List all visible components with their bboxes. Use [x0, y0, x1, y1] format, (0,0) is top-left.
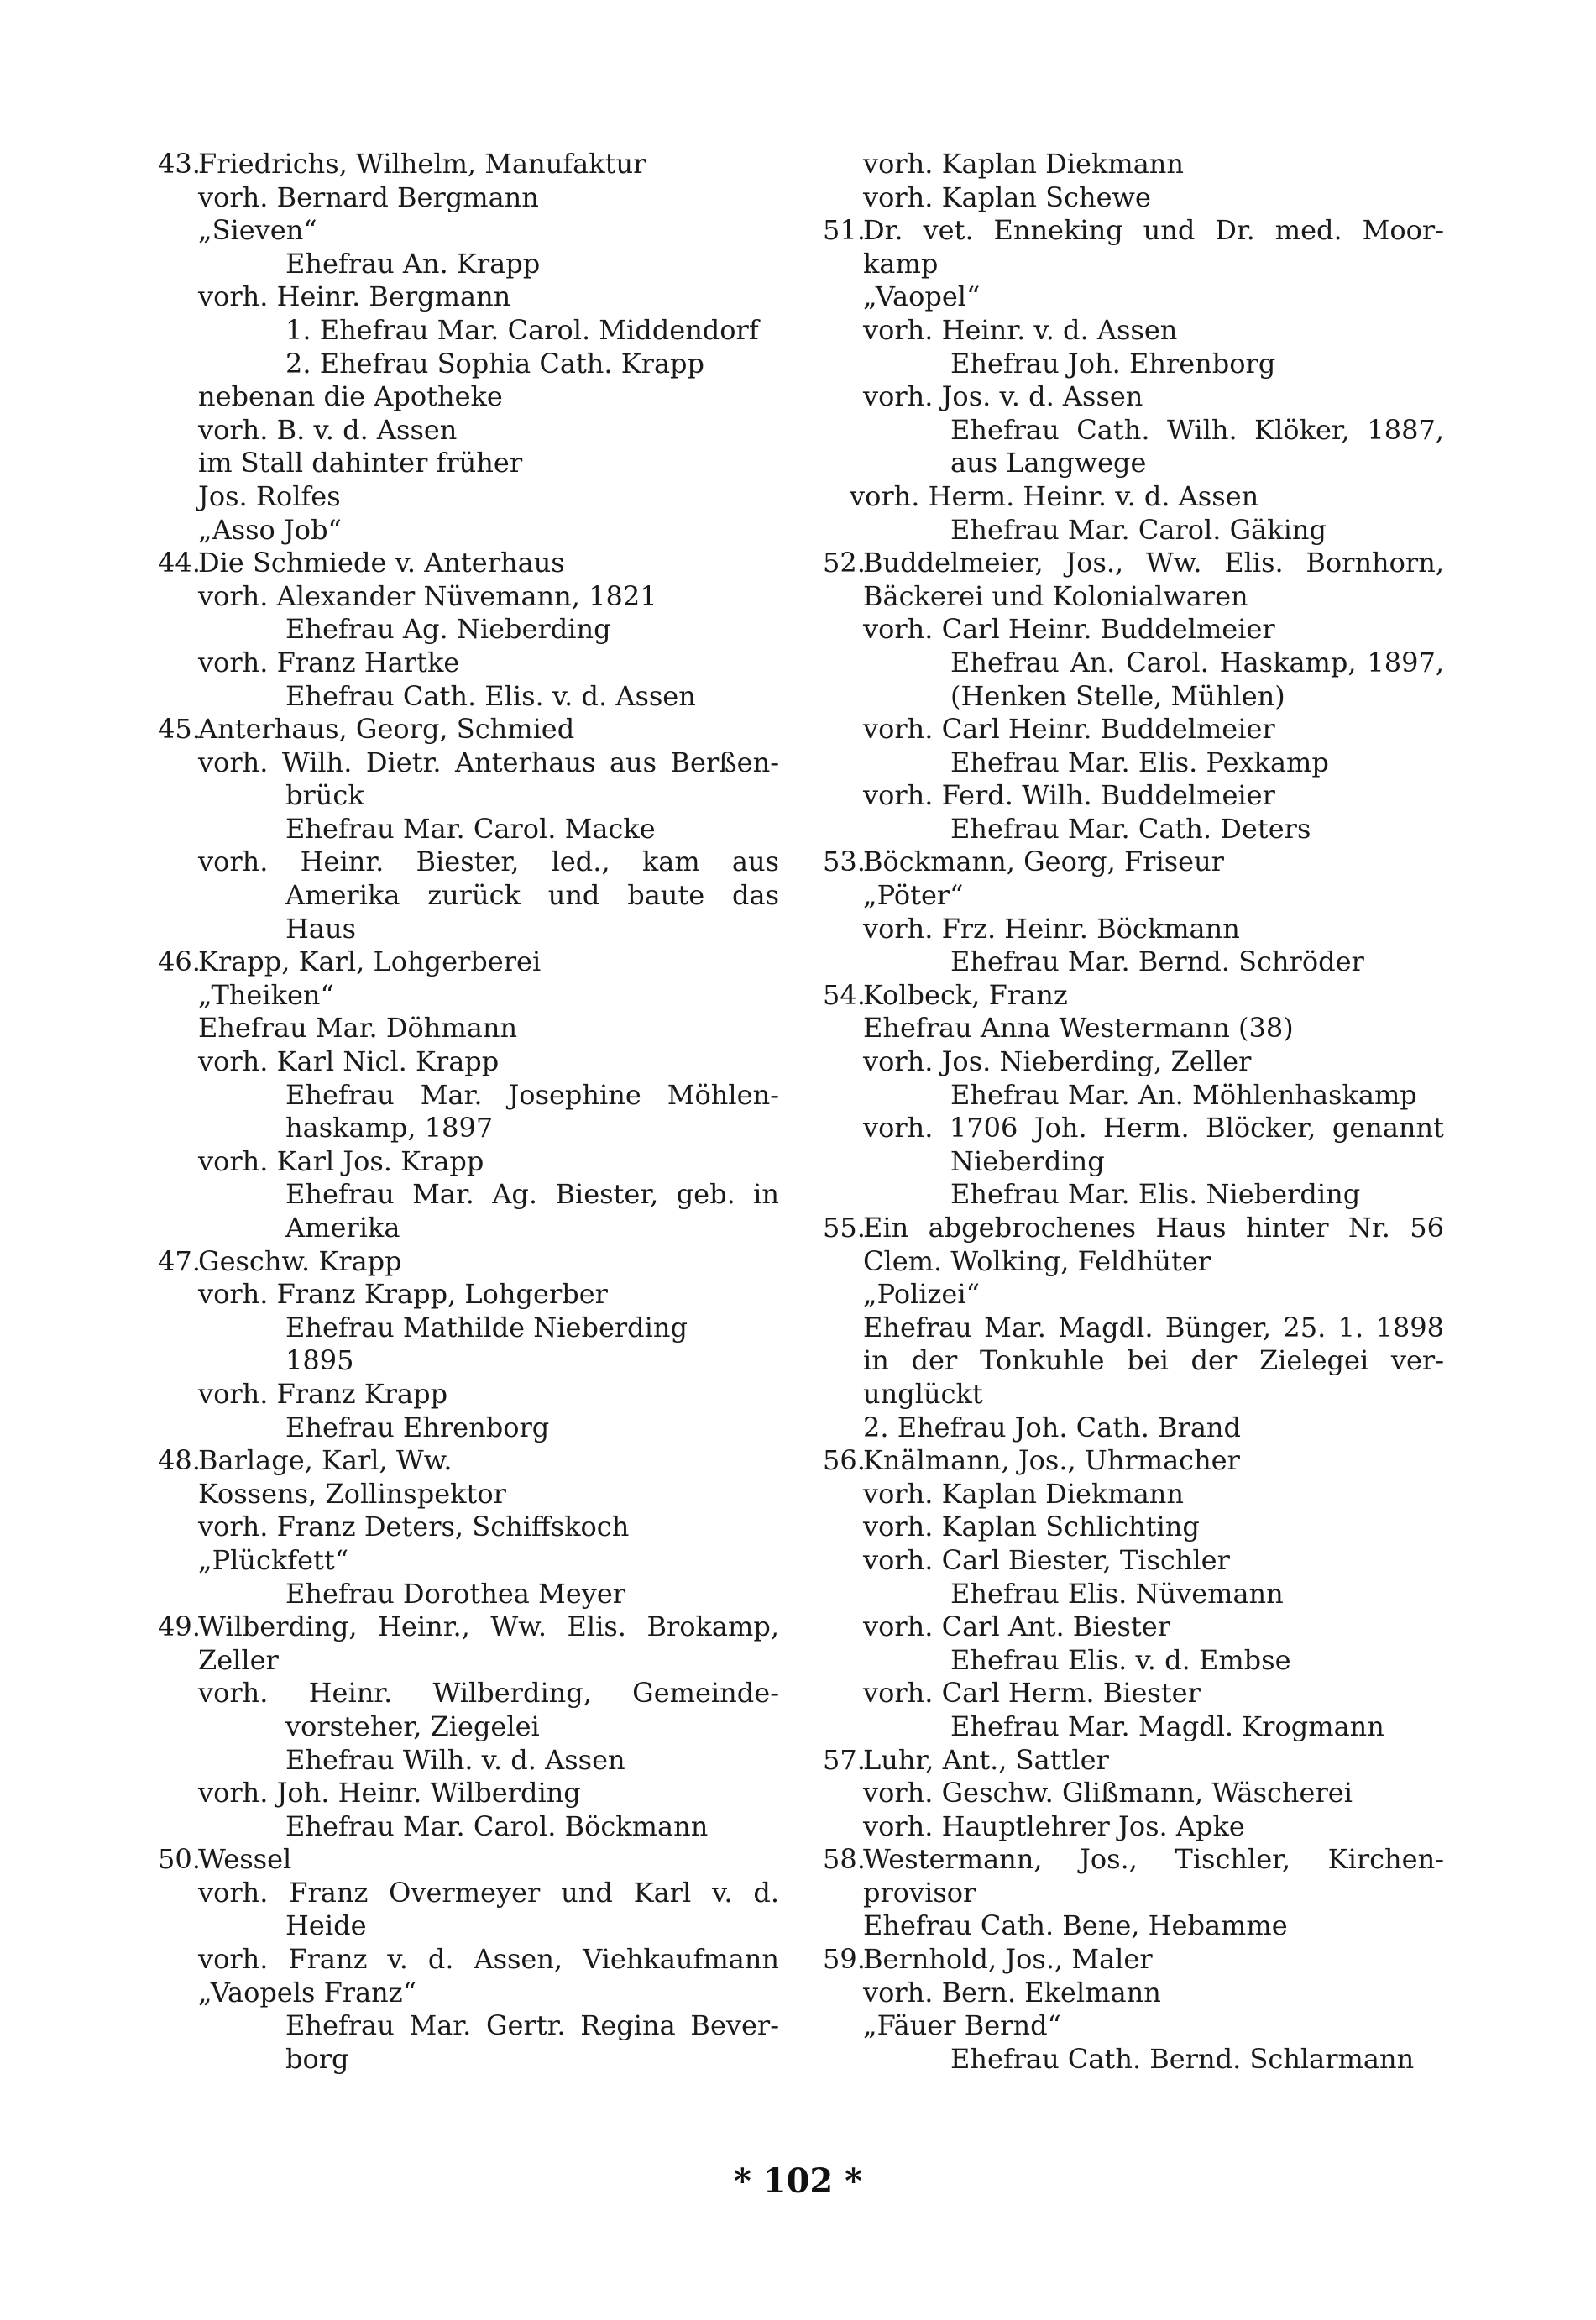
entry-number: 57. — [823, 1743, 866, 1776]
entry-text: vorh. Karl Jos. Krapp — [198, 1144, 484, 1177]
entry-line — [823, 181, 1444, 215]
entry-text: vorh. Franz Krapp — [198, 1377, 448, 1410]
entry-line — [823, 514, 1444, 547]
entry-line — [823, 1112, 1444, 1145]
entry-heading — [823, 547, 1444, 580]
entry-text: Ehefrau Mar. Carol. Böckmann — [285, 1809, 709, 1842]
entry-heading — [158, 945, 779, 979]
entry-line — [158, 1744, 779, 1778]
entry-line — [158, 1578, 779, 1611]
entry-text: vorh. Heinr. Wilberding, Gemeinde- — [198, 1677, 779, 1710]
entry-line — [823, 1777, 1444, 1810]
entry-text: vorh. Franz Krapp, Lohgerber — [198, 1278, 608, 1311]
entry-text: im Stall dahinter früher — [198, 447, 523, 479]
entry-line — [823, 414, 1444, 448]
entry-text: Ehefrau An. Krapp — [285, 247, 541, 280]
entry-number: 50. — [158, 1843, 201, 1876]
entry-text: vorh. Carl Herm. Biester — [863, 1677, 1201, 1710]
entry-text: vorh. Geschw. Glißmann, Wäscherei — [863, 1777, 1353, 1809]
entry-text: Ehefrau Dorothea Meyer — [285, 1577, 626, 1610]
entry-text: „Sieven“ — [198, 214, 317, 247]
entry-line — [158, 1344, 779, 1378]
entry-line — [823, 1245, 1444, 1279]
entry-line — [158, 1112, 779, 1145]
entry-text: vorh. Jos. Nieberding, Zeller — [863, 1045, 1252, 1078]
entry-text: vorh. Franz v. d. Assen, Viehkaufmann — [198, 1943, 779, 1976]
entry-line — [823, 148, 1444, 181]
entry-text: Ehefrau Mar. Magdl. Krogmann — [950, 1710, 1384, 1742]
entry-text: vorh. Joh. Heinr. Wilberding — [198, 1777, 581, 1809]
entry-text: vorh. Wilh. Dietr. Anterhaus aus Berßen- — [198, 746, 779, 778]
entry-text: kamp — [863, 247, 939, 280]
entry-text: vorh. Ferd. Wilh. Buddelmeier — [863, 779, 1275, 812]
entry-text: Wessel — [198, 1843, 292, 1876]
entry-text: Ehefrau Elis. Nüvemann — [950, 1577, 1284, 1610]
entry-text: Dr. vet. Enneking und Dr. med. Moor- — [863, 214, 1444, 247]
entry-line — [158, 1710, 779, 1744]
entry-text: Westermann, Jos., Tischler, Kirchen- — [863, 1843, 1444, 1876]
entry-text: nebenan die Apotheke — [198, 380, 503, 413]
entry-line — [158, 447, 779, 480]
entry-text: Kossens, Zollinspektor — [198, 1477, 506, 1510]
entry-line — [158, 1511, 779, 1544]
entry-line — [158, 746, 779, 780]
entry-text: 2. Ehefrau Joh. Cath. Brand — [863, 1411, 1242, 1443]
entry-line — [823, 480, 1444, 514]
entry-line — [158, 1045, 779, 1079]
entry-text: vorh. Heinr. v. d. Assen — [863, 313, 1178, 346]
entry-heading — [158, 1444, 779, 1478]
entry-line — [158, 1977, 779, 2010]
entry-line — [158, 1544, 779, 1578]
entry-line — [823, 647, 1444, 680]
entry-text: vorh. Carl Biester, Tischler — [863, 1543, 1230, 1576]
entry-text: aus Langwege — [950, 447, 1147, 479]
entry-text: Ehefrau An. Carol. Haskamp, 1897, — [950, 646, 1444, 678]
entry-text: Ehefrau Mar. Gertr. Regina Bever- — [285, 2009, 779, 2042]
entry-text: „Pöter“ — [863, 879, 964, 912]
entry-text: vorh. Franz Hartke — [198, 646, 460, 678]
entry-number: 46. — [158, 945, 201, 978]
entry-heading — [158, 713, 779, 746]
entry-line — [823, 713, 1444, 746]
entry-line — [823, 913, 1444, 946]
entry-text: Amerika zurück und baute das — [285, 879, 779, 912]
entry-text: Nieberding — [950, 1144, 1105, 1177]
entry-text: in der Tonkuhle bei der Zielegei ver- — [863, 1344, 1444, 1377]
entry-line — [158, 314, 779, 348]
entry-text: Jos. Rolfes — [198, 479, 341, 512]
entry-text: 2. Ehefrau Sophia Cath. Krapp — [285, 347, 704, 380]
entry-text: vorh. Franz Deters, Schiffskoch — [198, 1511, 630, 1543]
entry-heading — [158, 547, 779, 580]
entry-heading — [823, 214, 1444, 248]
entry-line — [158, 1777, 779, 1810]
left-column — [158, 148, 779, 2076]
entry-text: Ehefrau Mar. Ag. Biester, geb. in — [285, 1178, 779, 1211]
entry-line — [158, 1178, 779, 1212]
entry-text: Ehefrau Cath. Bernd. Schlarmann — [950, 2042, 1415, 2075]
entry-line — [823, 1045, 1444, 1079]
entry-text: vorh. B. v. d. Assen — [198, 413, 458, 446]
entry-line — [158, 1411, 779, 1445]
entry-line — [158, 913, 779, 946]
entry-heading — [158, 1245, 779, 1279]
entry-heading — [158, 1610, 779, 1644]
entry-line — [823, 1578, 1444, 1611]
entry-line — [158, 280, 779, 314]
entry-line — [158, 1378, 779, 1411]
entry-text: provisor — [863, 1876, 976, 1909]
entry-line — [823, 746, 1444, 780]
entry-text: Ehefrau Joh. Ehrenborg — [950, 347, 1276, 380]
entry-text: Ehefrau Mar. Carol. Gäking — [950, 513, 1327, 546]
entry-text: Ehefrau Elis. v. d. Embse — [950, 1643, 1291, 1676]
entry-line — [823, 380, 1444, 414]
entry-text: Ein abgebrochenes Haus hinter Nr. 56 — [863, 1212, 1444, 1244]
entry-text: Buddelmeier, Jos., Ww. Elis. Bornhorn, — [863, 547, 1444, 579]
entry-text: vorh. Hauptlehrer Jos. Apke — [863, 1809, 1245, 1842]
entry-line — [823, 1012, 1444, 1045]
entry-number: 52. — [823, 547, 866, 579]
entry-text: Ehefrau Ag. Nieberding — [285, 613, 611, 646]
entry-line — [158, 1212, 779, 1245]
entry-number: 59. — [823, 1943, 866, 1976]
entry-line — [823, 1344, 1444, 1378]
entry-number: 45. — [158, 713, 201, 746]
entry-text: Geschw. Krapp — [198, 1244, 402, 1277]
entry-text: vorh. Kaplan Schewe — [863, 181, 1151, 213]
entry-line — [823, 1677, 1444, 1710]
entry-line — [158, 514, 779, 547]
entry-text: Zeller — [198, 1643, 279, 1676]
entry-line — [823, 2043, 1444, 2076]
entry-line — [823, 1644, 1444, 1678]
entry-line — [158, 1079, 779, 1113]
entry-text: Bäckerei und Kolonialwaren — [863, 579, 1248, 612]
entry-line — [823, 1544, 1444, 1578]
entry-line — [823, 1411, 1444, 1445]
entry-text: Ehefrau Mathilde Nieberding — [285, 1311, 688, 1343]
entry-text: Barlage, Karl, Ww. — [198, 1444, 453, 1477]
entry-line — [158, 979, 779, 1013]
entry-text: Ehefrau Mar. Carol. Macke — [285, 812, 656, 845]
entry-line — [823, 1378, 1444, 1411]
entry-text: Ehefrau Mar. Magdl. Bünger, 25. 1. 1898 — [863, 1311, 1444, 1343]
entry-text: Kolbeck, Franz — [863, 978, 1068, 1011]
entry-text: Ehefrau Mar. Elis. Nieberding — [950, 1178, 1361, 1211]
entry-text: „Vaopels Franz“ — [198, 1976, 416, 2008]
entry-text: Knälmann, Jos., Uhrmacher — [863, 1444, 1240, 1477]
entry-text: Ehefrau Mar. Bernd. Schröder — [950, 945, 1364, 978]
entry-text: Ehefrau Mar. An. Möhlenhaskamp — [950, 1078, 1417, 1111]
entry-line — [158, 1810, 779, 1844]
entry-line — [823, 1478, 1444, 1511]
entry-text: vorh. Kaplan Schlichting — [863, 1511, 1200, 1543]
entry-line — [158, 680, 779, 714]
entry-line — [823, 680, 1444, 714]
entry-line — [158, 1478, 779, 1511]
entry-text: vorh. Heinr. Biester, led., kam aus — [198, 846, 779, 878]
entry-text: vorsteher, Ziegelei — [285, 1710, 540, 1742]
entry-text: haskamp, 1897 — [285, 1112, 494, 1144]
entry-text: Böckmann, Georg, Friseur — [863, 846, 1224, 878]
entry-number: 49. — [158, 1610, 201, 1643]
entry-line — [158, 1012, 779, 1045]
entry-line — [158, 181, 779, 215]
entry-text: vorh. Heinr. Bergmann — [198, 280, 511, 313]
entry-text: vorh. Carl Ant. Biester — [863, 1610, 1170, 1643]
entry-text: vorh. Kaplan Diekmann — [863, 148, 1185, 180]
entry-line — [823, 879, 1444, 913]
entry-text: Anterhaus, Georg, Schmied — [198, 713, 575, 746]
entry-line — [823, 1145, 1444, 1179]
entry-line — [823, 1610, 1444, 1644]
entry-text: vorh. Carl Heinr. Buddelmeier — [863, 713, 1275, 746]
entry-text: borg — [285, 2042, 349, 2075]
entry-line — [158, 348, 779, 381]
entry-line — [823, 1909, 1444, 1943]
entry-heading — [823, 846, 1444, 879]
entry-line — [158, 613, 779, 647]
entry-heading — [823, 1943, 1444, 1977]
entry-text: Friedrichs, Wilhelm, Manufaktur — [198, 148, 646, 180]
entry-line — [823, 1178, 1444, 1212]
entry-line — [823, 813, 1444, 846]
entry-text: 1. Ehefrau Mar. Carol. Middendorf — [285, 313, 759, 346]
entry-text: vorh. 1706 Joh. Herm. Blöcker, genannt — [863, 1112, 1444, 1144]
entry-line — [823, 1810, 1444, 1844]
entry-text: „Polizei“ — [863, 1278, 980, 1311]
entry-text: brück — [285, 779, 364, 812]
entry-heading — [823, 979, 1444, 1013]
entry-line — [823, 1511, 1444, 1544]
entry-line — [823, 779, 1444, 813]
entry-line — [823, 1312, 1444, 1345]
entry-text: vorh. Jos. v. d. Assen — [863, 380, 1143, 413]
entry-number: 48. — [158, 1444, 201, 1477]
entry-text: vorh. Carl Heinr. Buddelmeier — [863, 613, 1275, 646]
entry-text: Ehefrau Mar. Josephine Möhlen- — [285, 1078, 779, 1111]
entry-number: 58. — [823, 1843, 866, 1876]
entry-text: Die Schmiede v. Anterhaus — [198, 547, 565, 579]
entry-text: Haus — [285, 912, 357, 945]
entry-number: 54. — [823, 978, 866, 1011]
entry-text: Ehefrau Mar. Döhmann — [198, 1012, 518, 1045]
entry-line — [158, 647, 779, 680]
entry-line — [158, 846, 779, 879]
entry-line — [823, 1977, 1444, 2010]
entry-text: „Asso Job“ — [198, 513, 342, 546]
entry-line — [158, 813, 779, 846]
entry-line — [823, 1278, 1444, 1312]
entry-line — [823, 1079, 1444, 1113]
entry-line — [158, 1145, 779, 1179]
entry-line — [158, 214, 779, 248]
entry-line — [823, 1710, 1444, 1744]
entry-text: Ehefrau Wilh. v. d. Assen — [285, 1743, 625, 1776]
entry-number: 53. — [823, 846, 866, 878]
entry-text: Ehefrau Ehrenborg — [285, 1411, 550, 1443]
entry-line — [823, 348, 1444, 381]
entry-heading — [823, 1843, 1444, 1877]
entry-text: Heide — [285, 1909, 367, 1942]
entry-text: vorh. Frz. Heinr. Böckmann — [863, 912, 1240, 945]
entry-line — [158, 248, 779, 281]
entry-line — [823, 613, 1444, 647]
entry-heading — [823, 1444, 1444, 1478]
entry-text: unglückt — [863, 1377, 983, 1410]
right-column — [823, 148, 1444, 2076]
entry-line — [158, 1943, 779, 1977]
entry-text: Luhr, Ant., Sattler — [863, 1743, 1109, 1776]
page-number: * 102 * — [733, 2161, 863, 2201]
entry-text: Ehefrau Mar. Cath. Deters — [950, 812, 1311, 845]
entry-text: Ehefrau Anna Westermann (38) — [863, 1012, 1294, 1045]
entry-line — [158, 1677, 779, 1710]
entry-text: Bernhold, Jos., Maler — [863, 1943, 1153, 1976]
entry-number: 44. — [158, 547, 201, 579]
entry-number: 47. — [158, 1244, 201, 1277]
entry-text: vorh. Bern. Ekelmann — [863, 1976, 1161, 2008]
entry-text: vorh. Bernard Bergmann — [198, 181, 539, 213]
entry-text: Ehefrau Cath. Elis. v. d. Assen — [285, 679, 696, 712]
entry-text: vorh. Franz Overmeyer und Karl v. d. — [198, 1876, 779, 1909]
entry-text: vorh. Karl Nicl. Krapp — [198, 1045, 500, 1078]
entry-line — [158, 1278, 779, 1312]
entry-number: 56. — [823, 1444, 866, 1477]
entry-text: 1895 — [285, 1344, 354, 1377]
entry-text: Ehefrau Cath. Bene, Hebamme — [863, 1909, 1288, 1942]
entry-line — [158, 2009, 779, 2043]
entry-line — [158, 380, 779, 414]
entry-text: Ehefrau Cath. Wilh. Klöker, 1887, — [950, 413, 1444, 446]
entry-heading — [823, 1212, 1444, 1245]
entry-line — [823, 280, 1444, 314]
entry-text: „Fäuer Bernd“ — [863, 2009, 1061, 2042]
entry-heading — [158, 1843, 779, 1877]
entry-line — [158, 779, 779, 813]
entry-heading — [823, 1744, 1444, 1778]
entry-line — [823, 248, 1444, 281]
entry-text: vorh. Kaplan Diekmann — [863, 1477, 1185, 1510]
entry-number: 43. — [158, 148, 201, 180]
entry-line — [158, 1312, 779, 1345]
entry-text: Ehefrau Mar. Elis. Pexkamp — [950, 746, 1329, 778]
entry-line — [158, 1909, 779, 1943]
entry-text: „Theiken“ — [198, 978, 334, 1011]
entry-heading — [158, 148, 779, 181]
entry-line — [158, 414, 779, 448]
entry-line — [823, 314, 1444, 348]
entry-text: Amerika — [285, 1212, 400, 1244]
entry-text: vorh. Herm. Heinr. v. d. Assen — [850, 479, 1259, 512]
entry-line — [158, 1644, 779, 1678]
entry-text: Wilberding, Heinr., Ww. Elis. Brokamp, — [198, 1610, 779, 1643]
entry-text: Clem. Wolking, Feldhüter — [863, 1244, 1211, 1277]
entry-text: (Henken Stelle, Mühlen) — [950, 679, 1285, 712]
entry-line — [823, 945, 1444, 979]
entry-line — [823, 1877, 1444, 1910]
entry-text: „Plückfett“ — [198, 1543, 349, 1576]
entry-line — [823, 2009, 1444, 2043]
entry-number: 55. — [823, 1212, 866, 1244]
entry-line — [158, 879, 779, 913]
entry-line — [823, 447, 1444, 480]
entry-number: 51. — [823, 214, 866, 247]
entry-line — [158, 580, 779, 614]
entry-line — [158, 1877, 779, 1910]
entry-text: vorh. Alexander Nüvemann, 1821 — [198, 579, 657, 612]
entry-line — [158, 2043, 779, 2076]
entry-text: „Vaopel“ — [863, 280, 981, 313]
entry-line — [823, 580, 1444, 614]
entry-line — [158, 480, 779, 514]
entry-text: Krapp, Karl, Lohgerberei — [198, 945, 542, 978]
